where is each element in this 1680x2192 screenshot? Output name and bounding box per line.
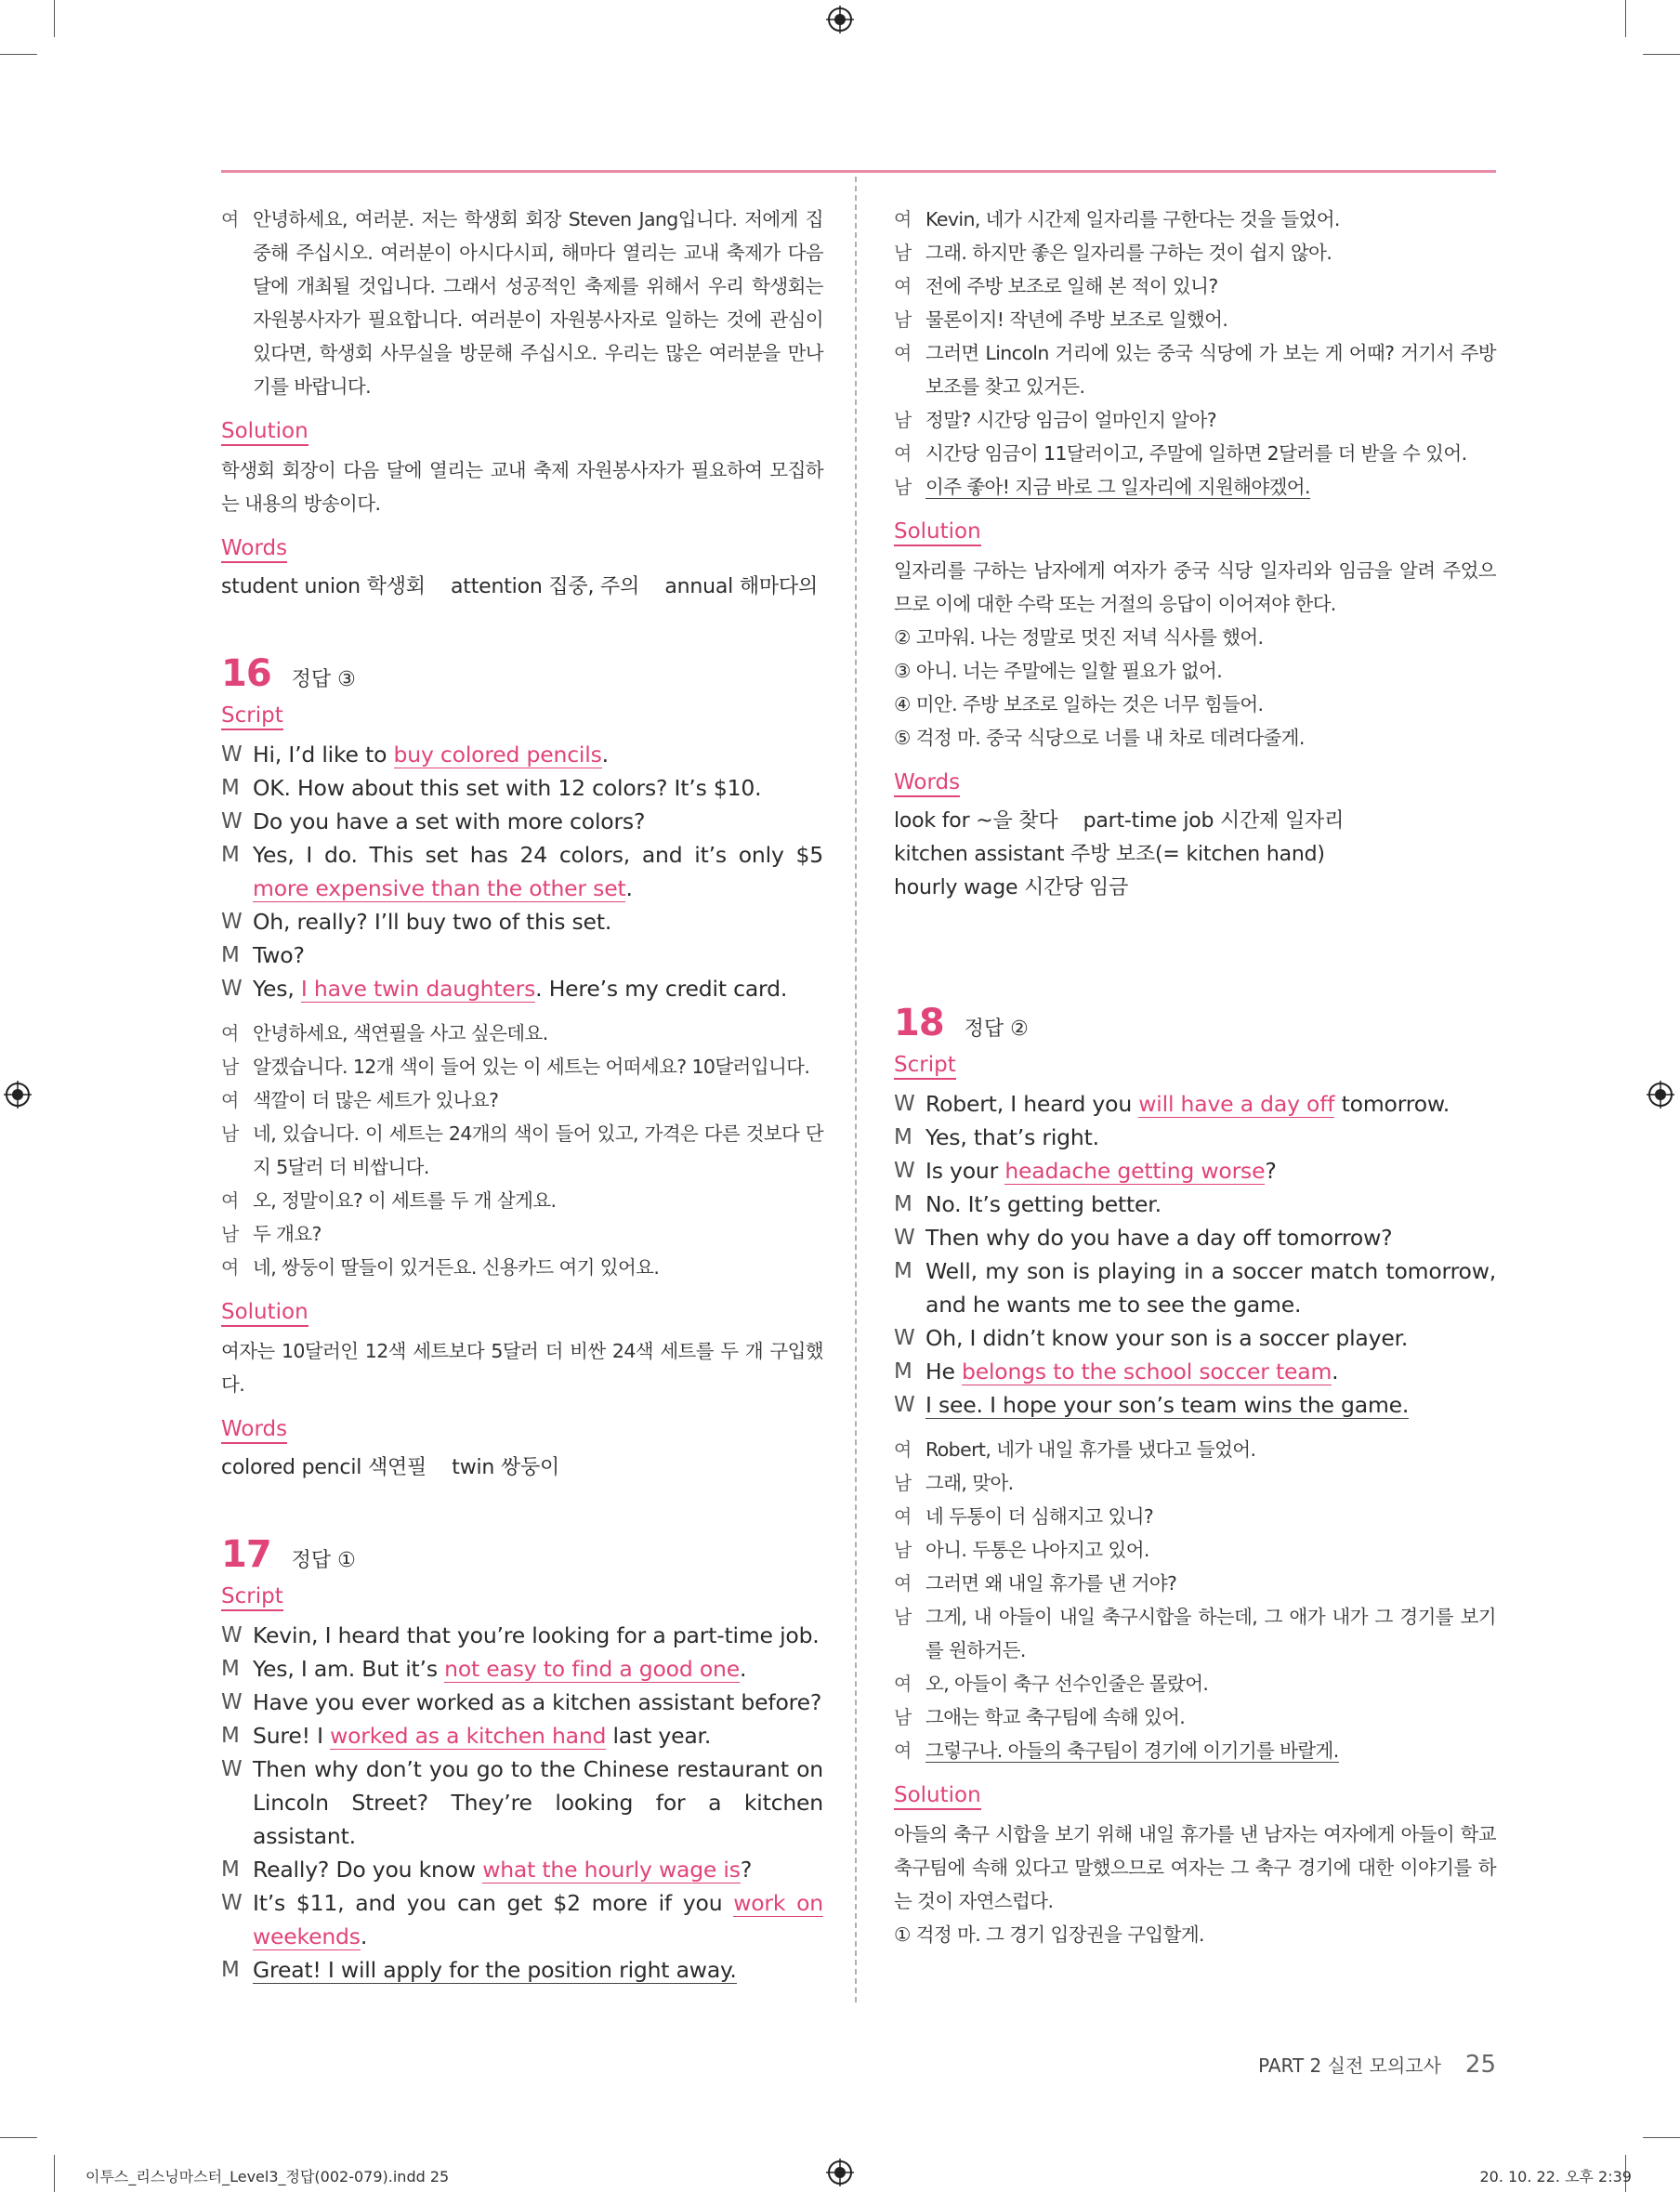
speaker-label: 여	[894, 1505, 912, 1528]
q15-solution: 학생회 회장이 다음 달에 열리는 교내 축제 자원봉사자가 필요하여 모집하는 내용의 방송이다.	[221, 459, 823, 515]
key-phrase: more expensive than the other set	[253, 875, 626, 901]
script-text: Yes, I do. This set has 24 colors, and it’s only $5	[253, 842, 823, 868]
transcript-line	[221, 1217, 823, 1251]
key-phrase: headache getting worse	[1004, 1158, 1266, 1184]
speaker-label: M	[894, 1259, 912, 1283]
script-heading: Script	[221, 1583, 283, 1611]
question-number: 17	[221, 1533, 271, 1576]
question-number: 16	[221, 652, 271, 695]
q17-solution: 일자리를 구하는 남자에게 여자가 중국 식당 일자리와 임금을 알려 주었으므로 이에 대한 수락 또는 거절의 응답이 이어져야 한다.	[894, 559, 1496, 615]
transcript-text: 그애는 학교 축구팀에 속해 있어.	[925, 1706, 1186, 1728]
script-line	[221, 905, 823, 938]
speaker-label: 여	[894, 1572, 912, 1595]
transcript-line	[894, 403, 1496, 437]
crop-mark	[1643, 54, 1680, 55]
speaker-label: 남	[894, 1606, 912, 1628]
transcript-text: 네 두통이 더 심해지고 있니?	[925, 1505, 1154, 1528]
solution-heading: Solution	[894, 518, 981, 546]
q18-korean-transcript	[894, 1433, 1496, 1767]
transcript-line	[894, 203, 1496, 236]
registration-mark-icon	[826, 6, 854, 33]
transcript-text: 정말? 시간당 임금이 얼마인지 알아?	[925, 409, 1217, 431]
transcript-line	[221, 1251, 823, 1284]
answer-label: 정답 ②	[964, 1017, 1029, 1041]
crop-mark	[0, 54, 37, 55]
script-line	[894, 1087, 1496, 1121]
speaker-label: M	[221, 1724, 240, 1748]
transcript-line	[221, 1117, 823, 1184]
script-line	[221, 1619, 823, 1652]
script-line	[221, 1686, 823, 1719]
script-heading: Script	[894, 1052, 956, 1080]
transcript-text: Robert, 네가 내일 휴가를 냈다고 들었어.	[925, 1438, 1256, 1461]
transcript-text: 네, 쌍둥이 딸들이 있거든요. 신용카드 여기 있어요.	[253, 1256, 660, 1279]
speaker-label: W	[221, 1690, 243, 1714]
q16-solution: 여자는 10달러인 12색 세트보다 5달러 더 비싼 24색 세트를 두 개 구입했다.	[221, 1340, 823, 1396]
speaker-label: 여	[221, 1256, 239, 1279]
speaker-label: 남	[221, 1122, 239, 1145]
answer-line: I see. I hope your son’s team wins the game.	[925, 1392, 1410, 1418]
speaker-label: W	[221, 977, 243, 1001]
transcript-line	[894, 269, 1496, 303]
transcript-text: 알겠습니다. 12개 색이 들어 있는 이 세트는 어떠세요? 10달러입니다.	[253, 1056, 810, 1078]
q17-korean-transcript	[894, 203, 1496, 504]
solution-heading: Solution	[221, 1299, 308, 1327]
words-heading: Words	[221, 535, 287, 563]
transcript-line	[221, 1017, 823, 1050]
transcript-line	[221, 1184, 823, 1217]
script-text: Robert, I heard you	[925, 1091, 1139, 1117]
speaker-label: M	[894, 1359, 912, 1384]
transcript-line	[894, 1700, 1496, 1734]
transcript-line	[894, 1734, 1496, 1767]
left-column	[221, 203, 823, 1987]
speaker-label: M	[221, 1857, 240, 1882]
crop-mark	[54, 0, 55, 37]
speaker-label: W	[221, 809, 243, 833]
speaker-label: W	[894, 1226, 915, 1250]
q16-heading	[221, 652, 823, 695]
q16-script	[221, 738, 823, 1005]
speaker-label: 남	[894, 409, 912, 431]
speaker-label: W	[221, 742, 243, 767]
q17-option: ② 고마워. 나는 정말로 멋진 저녁 식사를 했어.	[894, 626, 1264, 649]
transcript-line	[894, 336, 1496, 403]
answer-line: Great! I will apply for the position right away.	[253, 1957, 737, 1983]
q17-words-line: kitchen assistant 주방 보조(= kitchen hand)	[894, 843, 1325, 866]
script-text: Do you have a set with more colors?	[253, 808, 646, 834]
speaker-label: 여	[894, 1438, 912, 1461]
registration-mark-icon	[1647, 1081, 1674, 1109]
slug-datetime: 20. 10. 22. 오후 2:39	[1479, 2168, 1632, 2185]
speaker-label: M	[221, 1958, 240, 1982]
transcript-text: 두 개요?	[253, 1223, 322, 1245]
speaker-label: W	[894, 1326, 915, 1350]
transcript-line	[894, 303, 1496, 336]
script-text: OK. How about this set with 12 colors? It’s $10.	[253, 775, 762, 801]
script-text: Have you ever worked as a kitchen assistant before?	[253, 1689, 822, 1715]
key-phrase: will have a day off	[1138, 1091, 1335, 1117]
speaker-label: W	[221, 1891, 243, 1915]
speaker-label: W	[221, 910, 243, 934]
speaker-label: 남	[894, 1539, 912, 1561]
solution-heading: Solution	[894, 1782, 981, 1810]
script-text: Is your	[925, 1158, 1005, 1184]
script-text: .	[625, 875, 633, 901]
script-text: Really? Do you know	[253, 1857, 483, 1883]
speaker-label: 남	[894, 1706, 912, 1728]
script-text: Kevin, I heard that you’re looking for a part-time job.	[253, 1622, 820, 1648]
answer-label: 정답 ③	[291, 668, 356, 691]
transcript-line	[894, 1500, 1496, 1533]
script-text: ?	[1265, 1158, 1277, 1184]
answer-line: 이주 좋아! 지금 바로 그 일자리에 지원해야겠어.	[925, 476, 1310, 498]
speaker-label: M	[894, 1192, 912, 1216]
speaker-label: 남	[221, 1223, 239, 1245]
script-line	[894, 1321, 1496, 1355]
speaker-label: 여	[894, 208, 912, 230]
script-line	[894, 1121, 1496, 1154]
script-line	[894, 1254, 1496, 1321]
speaker-label: M	[894, 1125, 912, 1149]
script-text: tomorrow.	[1334, 1091, 1450, 1117]
script-line	[221, 805, 823, 838]
transcript-text: 오, 아들이 축구 선수인줄은 몰랐어.	[925, 1673, 1209, 1695]
transcript-text: 그게, 내 아들이 내일 축구시합을 하는데, 그 애가 내가 그 경기를 보기를 원하거든.	[925, 1606, 1496, 1661]
script-text: Hi, I’d like to	[253, 742, 394, 768]
script-line	[221, 1719, 823, 1752]
script-text: Yes, I am. But it’s	[253, 1656, 445, 1682]
page-footer	[1258, 2051, 1496, 2079]
transcript-line	[221, 1050, 823, 1083]
speaker-label: 여	[894, 275, 912, 297]
script-line	[894, 1221, 1496, 1254]
column-divider	[855, 177, 857, 2002]
transcript-text: 그러면 Lincoln 거리에 있는 중국 식당에 가 보는 게 어때? 거기서 주방 보조를 찾고 있거든.	[925, 342, 1496, 398]
part-label: PART 2 실전 모의고사	[1258, 2054, 1441, 2077]
transcript-text: 오, 정말이요? 이 세트를 두 개 살게요.	[253, 1189, 557, 1212]
speaker-label: 여	[221, 208, 239, 230]
script-text: It’s $11, and you can get $2 more if you	[253, 1890, 734, 1916]
registration-mark-icon	[4, 1081, 32, 1109]
speaker-label: M	[221, 943, 240, 967]
speaker-label: 여	[221, 1022, 239, 1044]
question-number: 18	[894, 1002, 944, 1044]
key-phrase: not easy to find a good one	[444, 1656, 740, 1682]
script-text: Then why don’t you go to the Chinese restaurant on Lincoln Street? They’re looking for a kitchen assistant.	[253, 1756, 823, 1849]
script-line	[221, 838, 823, 905]
script-text: Sure! I	[253, 1723, 331, 1749]
script-text: No. It’s getting better.	[925, 1191, 1162, 1217]
key-phrase: belongs to the school soccer team	[962, 1359, 1332, 1385]
crop-mark	[0, 2137, 37, 2138]
key-phrase: work on weekends	[253, 1890, 823, 1949]
transcript-line	[894, 1533, 1496, 1567]
transcript-text: Kevin, 네가 시간제 일자리를 구한다는 것을 들었어.	[925, 208, 1340, 230]
script-line	[221, 938, 823, 972]
speaker-label: 여	[221, 1189, 239, 1212]
script-text: .	[360, 1923, 368, 1949]
right-column	[894, 203, 1496, 1951]
speaker-label: 여	[894, 342, 912, 364]
q15-korean-transcript	[221, 203, 823, 403]
script-text: Yes,	[253, 976, 301, 1002]
script-text: Well, my son is playing in a soccer match tomorrow, and he wants me to see the game.	[925, 1258, 1496, 1318]
key-phrase: worked as a kitchen hand	[330, 1723, 607, 1749]
slug-filename: 이투스_리스닝마스터_Level3_정답(002-079).indd 25	[85, 2168, 450, 2185]
transcript-line	[894, 1600, 1496, 1667]
q17-words-line: look for ~을 찾다 part-time job 시간제 일자리	[894, 809, 1345, 833]
transcript-text: 안녕하세요, 여러분. 저는 학생회 회장 Steven Jang입니다. 저에게 집중해 주십시오. 여러분이 아시다시피, 해마다 열리는 교내 축제가 다음 달에 개최될 것입니다. 그래서 성공적인 축제를 위해서 우리 학생회는 자원봉사자가 필요합니다. 여러분이 자원봉사자로 일하는 것에 관심이 있다면, 학생회 사무실을 방문해 주십시오. 우리는 많은 여러분을 만나기를 바랍니다.	[253, 208, 823, 398]
script-line	[894, 1154, 1496, 1188]
script-line	[221, 1886, 823, 1953]
script-text: last year.	[606, 1723, 712, 1749]
script-line	[221, 972, 823, 1005]
words-heading: Words	[221, 1416, 287, 1444]
key-phrase: buy colored pencils	[393, 742, 602, 768]
q17-option: ④ 미안. 주방 보조로 일하는 것은 너무 힘들어.	[894, 693, 1264, 715]
script-text: ?	[740, 1857, 753, 1883]
q17-option: ⑤ 걱정 마. 중국 식당으로 너를 내 차로 데려다줄게.	[894, 727, 1305, 749]
registration-mark-icon	[826, 2159, 854, 2186]
script-text: Oh, really? I’ll buy two of this set.	[253, 909, 612, 935]
script-line	[894, 1388, 1496, 1422]
script-text: .	[601, 742, 609, 768]
script-text: Yes, that’s right.	[925, 1124, 1099, 1150]
speaker-label: 여	[894, 442, 912, 465]
transcript-text: 시간당 임금이 11달러이고, 주말에 일하면 2달러를 더 받을 수 있어.	[925, 442, 1467, 465]
script-text: .	[739, 1656, 747, 1682]
script-line	[894, 1188, 1496, 1221]
answer-line: 그렇구나. 아들의 축구팀이 경기에 이기기를 바랄게.	[925, 1739, 1339, 1762]
transcript-text: 색깔이 더 많은 세트가 있나요?	[253, 1089, 499, 1111]
crop-mark	[54, 2155, 55, 2192]
speaker-label: M	[221, 1657, 240, 1681]
transcript-text: 아니. 두통은 나아지고 있어.	[925, 1539, 1149, 1561]
key-phrase: I have twin daughters	[300, 976, 536, 1002]
q18-script	[894, 1087, 1496, 1422]
transcript-text: 그래. 하지만 좋은 일자리를 구하는 것이 쉽지 않아.	[925, 242, 1332, 264]
speaker-label: 남	[894, 242, 912, 264]
speaker-label: 여	[894, 1673, 912, 1695]
speaker-label: 남	[894, 476, 912, 498]
script-line	[221, 771, 823, 805]
key-phrase: what the hourly wage is	[482, 1857, 741, 1883]
script-line	[894, 1355, 1496, 1388]
q18-option: ① 걱정 마. 그 경기 입장권을 구입할게.	[894, 1923, 1204, 1946]
q17-words-line: hourly wage 시간당 임금	[894, 876, 1129, 899]
transcript-text: 안녕하세요, 색연필을 사고 싶은데요.	[253, 1022, 548, 1044]
q15-words: student union 학생회 attention 집중, 주의 annual 해마다의	[221, 575, 819, 598]
transcript-text: 전에 주방 보조로 일해 본 적이 있니?	[925, 275, 1218, 297]
q17-script	[221, 1619, 823, 1987]
script-text: He	[925, 1359, 962, 1385]
script-text: Then why do you have a day off tomorrow?	[925, 1225, 1393, 1251]
transcript-line	[221, 1083, 823, 1117]
transcript-line	[894, 1433, 1496, 1466]
speaker-label: M	[221, 843, 240, 867]
speaker-label: M	[221, 776, 240, 800]
answer-label: 정답 ①	[291, 1549, 356, 1572]
speaker-label: 여	[894, 1739, 912, 1762]
q18-solution: 아들의 축구 시합을 보기 위해 내일 휴가를 낸 남자는 여자에게 아들이 학교 축구팀에 속해 있다고 말했으므로 여자는 그 축구 경기에 대한 이야기를 하는 것이 자연스럽다.	[894, 1823, 1496, 1912]
transcript-text: 그러면 왜 내일 휴가를 낸 거야?	[925, 1572, 1177, 1595]
crop-mark	[1643, 2137, 1680, 2138]
transcript-text: 네, 있습니다. 이 세트는 24개의 색이 들어 있고, 가격은 다른 것보다 단지 5달러 더 비쌉니다.	[253, 1122, 823, 1178]
script-text: Oh, I didn’t know your son is a soccer player.	[925, 1325, 1409, 1351]
solution-heading: Solution	[221, 418, 308, 446]
speaker-label: W	[221, 1623, 243, 1647]
speaker-label: W	[894, 1159, 915, 1183]
script-line	[221, 1853, 823, 1886]
q16-words: colored pencil 색연필 twin 쌍둥이	[221, 1456, 560, 1479]
q17-heading	[221, 1533, 823, 1576]
words-heading: Words	[894, 769, 960, 797]
speaker-label: W	[894, 1092, 915, 1116]
q18-heading	[894, 1002, 1496, 1044]
transcript-line	[894, 236, 1496, 269]
crop-mark	[1625, 0, 1626, 37]
script-line	[221, 738, 823, 771]
script-text: .	[1332, 1359, 1339, 1385]
script-line	[221, 1752, 823, 1853]
speaker-label: W	[894, 1393, 915, 1417]
transcript-line	[894, 1667, 1496, 1700]
header-rule	[221, 170, 1496, 173]
script-line	[221, 1652, 823, 1686]
script-text: . Here’s my credit card.	[535, 976, 788, 1002]
speaker-label: W	[221, 1757, 243, 1781]
q16-korean-transcript	[221, 1017, 823, 1284]
q17-option: ③ 아니. 너는 주말에는 일할 필요가 없어.	[894, 660, 1223, 682]
transcript-line	[894, 470, 1496, 504]
transcript-line	[894, 1466, 1496, 1500]
page-number: 25	[1464, 2051, 1496, 2079]
transcript-line	[894, 437, 1496, 470]
script-line	[221, 1953, 823, 1987]
speaker-label: 남	[221, 1056, 239, 1078]
speaker-label: 남	[894, 1472, 912, 1494]
transcript-text: 그래, 맞아.	[925, 1472, 1014, 1494]
speaker-label: 남	[894, 308, 912, 331]
transcript-text: 물론이지! 작년에 주방 보조로 일했어.	[925, 308, 1228, 331]
script-heading: Script	[221, 702, 283, 730]
script-text: Two?	[253, 942, 305, 968]
speaker-label: 여	[221, 1089, 239, 1111]
transcript-line	[894, 1567, 1496, 1600]
